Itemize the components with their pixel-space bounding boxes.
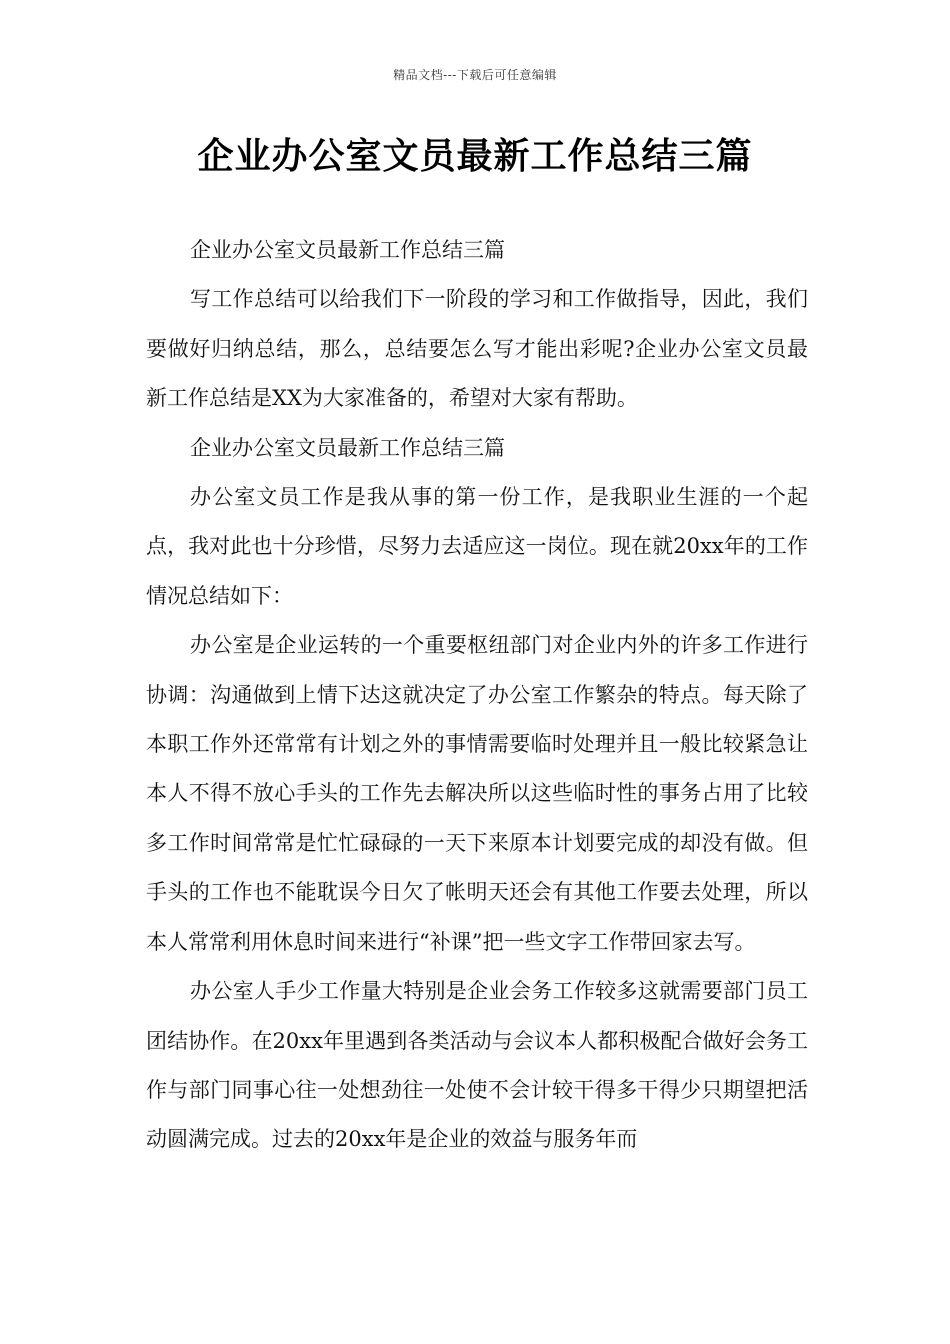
body-paragraph: 办公室人手少工作量大特别是企业会务工作较多这就需要部门员工团结协作。在20xx年里遇到各类活动与会议本人都积极配合做好会务工作与部门同事心往一处想劲往一处使不会计较干得多干得少只期望把活动圆满完成。过去的20xx年是企业的效益与服务年而 (146, 979, 808, 1152)
header-note: 精品文档---下载后可任意编辑 (393, 68, 557, 82)
document-title: 企业办公室文员最新工作总结三篇 (197, 136, 753, 177)
body-paragraph: 办公室文员工作是我从事的第一份工作，是我职业生涯的一个起点，我对此也十分珍惜，尽努力去适应这一岗位。现在就20xx年的工作情况总结如下： (146, 485, 808, 608)
section-heading-paragraph: 企业办公室文员最新工作总结三篇 (190, 435, 505, 460)
intro-paragraph: 写工作总结可以给我们下一阶段的学习和工作做指导，因此，我们要做好归纳总结，那么，总结要怎么写才能出彩呢?企业办公室文员最新工作总结是XX为大家准备的，希望对大家有帮助。 (146, 287, 808, 411)
body-paragraph: 办公室是企业运转的一个重要枢纽部门对企业内外的许多工作进行协调：沟通做到上情下达这就决定了办公室工作繁杂的特点。每天除了本职工作外还常常有计划之外的事情需要临时处理并且一般比较紧急让本人不得不放心手头的工作先去解决所以这些临时性的事务占用了比较多工作时间常常是忙忙碌碌的一天下来原本计划要完成的却没有做。但手头的工作也不能耽误今日欠了帐明天还会有其他工作要去处理，所以本人常常利用休息时间来进行“补课”把一些文字工作带回家去写。 (146, 633, 808, 954)
document-body (146, 226, 808, 1165)
subtitle-paragraph: 企业办公室文员最新工作总结三篇 (190, 238, 505, 262)
